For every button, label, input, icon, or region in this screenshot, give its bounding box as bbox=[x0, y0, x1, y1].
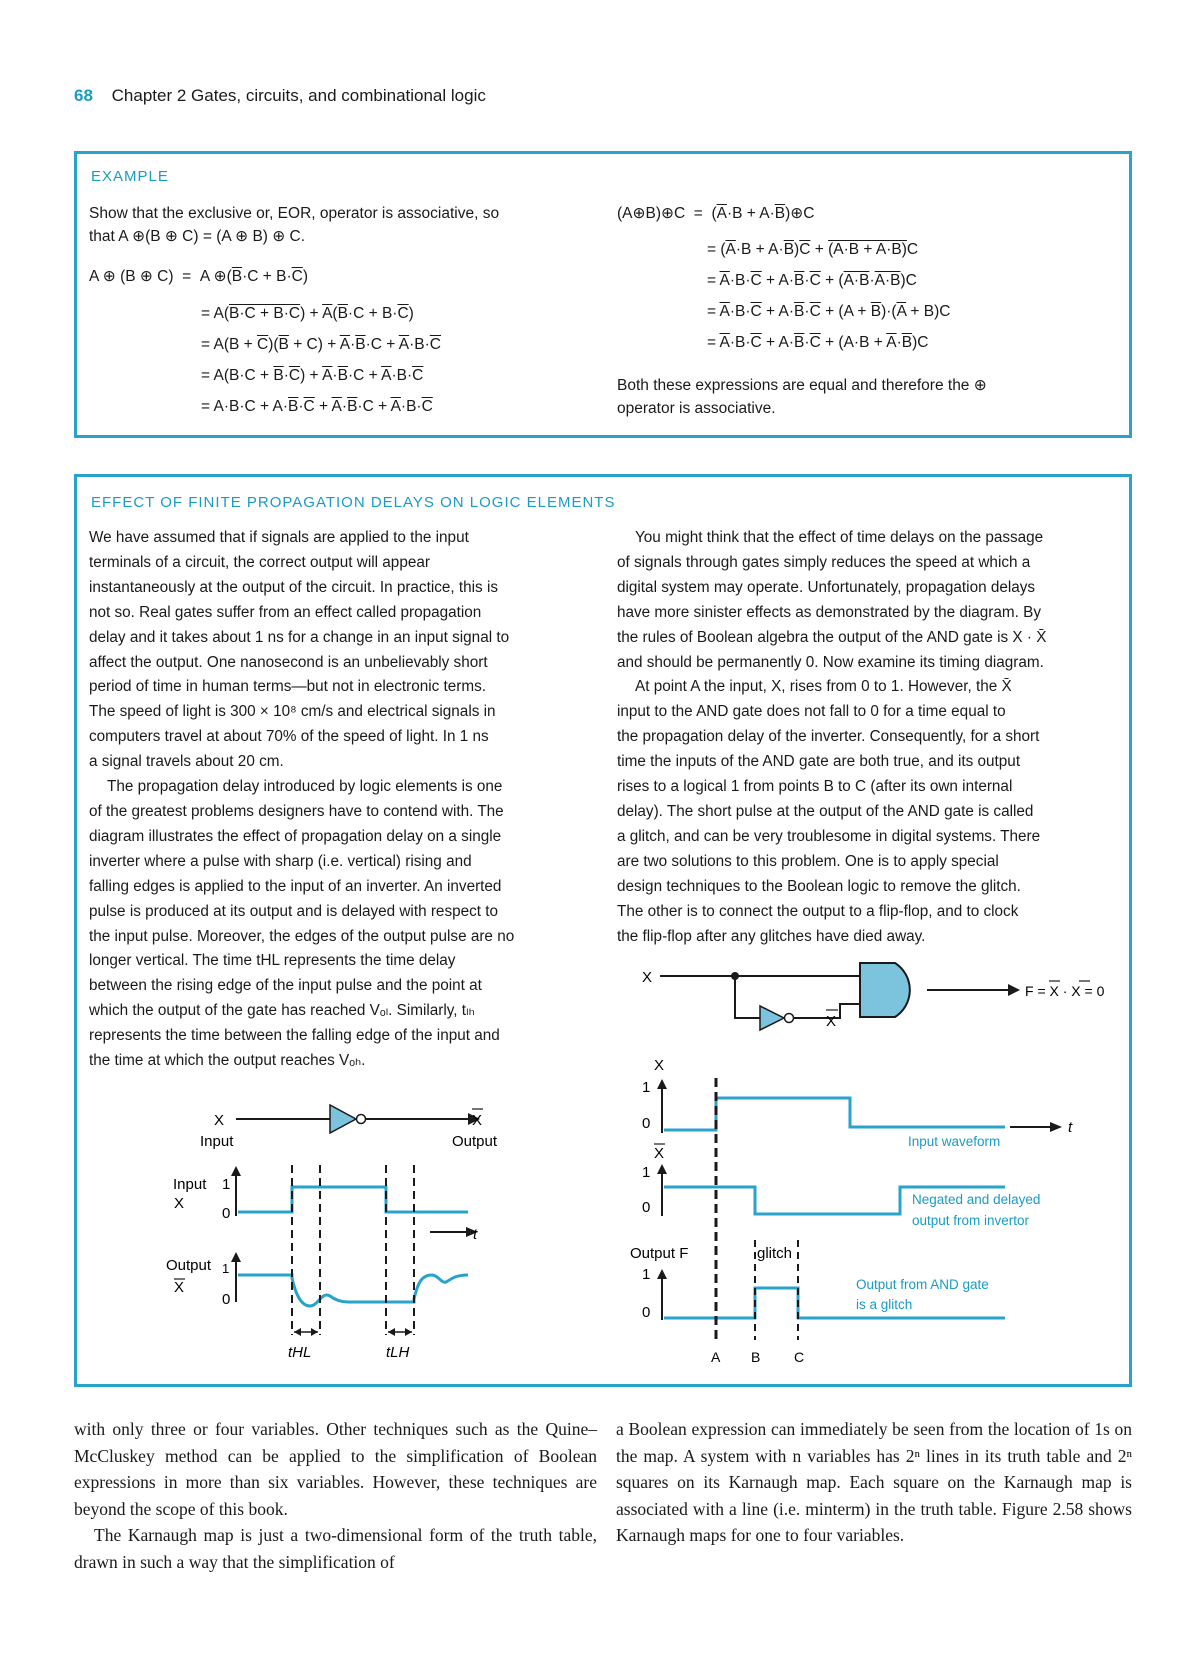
text-line: The propagation delay introduced by logic elements is one bbox=[107, 778, 503, 796]
text-line: not so. Real gates suffer from an effect called propagation bbox=[89, 603, 482, 621]
equation: = $\overline{A}\cdot B\cdot\overline{C} + A\cdot\overline{B}\cdot\overline{C} + (A + \overline{B})\cdot(\overline{A} + B)C$ bbox=[707, 303, 951, 320]
text-line: between the rising edge of the input pulse and the point at bbox=[89, 977, 482, 995]
text-line: At point A the input, X, rises from 0 to 1. However, the X̄ bbox=[635, 678, 1012, 696]
tick-label: 0 bbox=[222, 1291, 231, 1308]
text-line: delay). The short pulse at the output of the AND gate is called bbox=[617, 802, 1034, 820]
text-line: a glitch, and can be very troublesome in digital systems. There bbox=[617, 827, 1041, 845]
text-line: computers travel at about 70% of the speed of light. In 1 ns bbox=[89, 728, 489, 746]
trace-label: X bbox=[654, 1057, 665, 1074]
text-line: have more sinister effects as demonstrated by the diagram. By bbox=[617, 603, 1041, 621]
text-line: The speed of light is 300 × 10⁸ cm/s and electrical signals in bbox=[89, 703, 496, 721]
glitch-trace-output bbox=[630, 1245, 1005, 1321]
input-waveform-label: Input waveform bbox=[908, 1134, 1001, 1149]
text-line: design techniques to the Boolean logic to remove the glitch. bbox=[617, 877, 1021, 895]
equation: A ⊕ (B ⊕ C) = A $\oplus(\overline{B}\cdot C + B\cdot\overline{C})$ bbox=[89, 268, 309, 285]
body-paragraph: a Boolean expression can immediately be seen from the location of 1s on the map. A system with n variables has 2ⁿ lines in its truth table and 2ⁿ squares on its Karnaugh map. Each square on the Karnaugh map is associated with a line (i.e. minterm) in the truth table. Figure 2.58 shows Karnaugh maps for one to four variables. bbox=[616, 1419, 1132, 1545]
wire bbox=[735, 976, 760, 1018]
trace-label: Input bbox=[173, 1176, 207, 1193]
equation: = $\overline{A}\cdot B\cdot\overline{C} + A\cdot\overline{B}\cdot\overline{C} + (A\cdot B\cdot A\cdot B)C$ bbox=[707, 272, 917, 289]
text-line: which the output of the gate has reached Vₒₗ. Similarly, tₗₕ bbox=[89, 1002, 475, 1020]
propagation-title: EFFECT OF FINITE PROPAGATION DELAYS ON LOGIC ELEMENTS bbox=[91, 494, 616, 511]
text-line: The other is to connect the output to a flip-flop, and to clock bbox=[617, 902, 1019, 920]
arrow-head bbox=[657, 1164, 667, 1174]
page-number: 68 bbox=[74, 86, 93, 105]
body-paragraph: The Karnaugh map is just a two-dimensional form of the truth table, drawn in such a way that the simplification of bbox=[74, 1525, 597, 1572]
text-line: input to the AND gate does not fall to 0 for a time equal to bbox=[617, 703, 1006, 721]
body-left-column bbox=[74, 1416, 597, 1575]
text-line: of the greatest problems designers have to contend with. The bbox=[89, 802, 504, 820]
text-line: digital system may operate. Unfortunately, propagation delays bbox=[617, 578, 1036, 596]
tick-label: 1 bbox=[642, 1079, 651, 1096]
tick-label: 0 bbox=[642, 1199, 651, 1216]
text-line: the flip-flop after any glitches have died away. bbox=[617, 927, 926, 945]
equation: = $A\cdot B\cdot C + A\cdot\overline{B}\cdot\overline{C} + \overline{A}\cdot\overline{B}\cdot C + \overline{A}\cdot B\cdot\overline{C}$ bbox=[201, 398, 433, 415]
inverter-bubble bbox=[785, 1014, 794, 1023]
and-output-label-2: is a glitch bbox=[856, 1297, 913, 1312]
chapter-title: Chapter 2 Gates, circuits, and combinational logic bbox=[111, 86, 486, 105]
text-line: the input pulse. Moreover, the edges of the output pulse are no bbox=[89, 927, 515, 945]
and-output-label-1: Output from AND gate bbox=[856, 1277, 989, 1292]
time-label: t bbox=[473, 1226, 478, 1243]
point-b-label: B bbox=[751, 1349, 761, 1365]
example-intro-1: Show that the exclusive or, EOR, operator is associative, so bbox=[89, 205, 500, 222]
trace-label: Output F bbox=[630, 1245, 689, 1262]
body-paragraph: with only three or four variables. Other techniques such as the Quine–McCluskey method can be applied to the simplification of Boolean expressions in more than six variables. However, these techniques are beyond the scope of this book. bbox=[74, 1419, 597, 1519]
text-line: the time at which the output reaches Vₒₕ. bbox=[89, 1052, 366, 1070]
equation: = $\overline{A}\cdot B\cdot\overline{C} + A\cdot\overline{B}\cdot\overline{C} + (A\cdot B + \overline{A}\cdot\overline{B})C$ bbox=[707, 334, 929, 351]
negated-label-2: output from invertor bbox=[912, 1213, 1030, 1228]
text-line: longer vertical. The time tHL represents the time delay bbox=[89, 952, 456, 970]
arrow-head bbox=[1050, 1122, 1062, 1132]
equation: = $A(B + \overline{C})(\overline{B} + C) + \overline{A}\cdot\overline{B}\cdot C + \overline{A}\cdot B\cdot\overline{C}$ bbox=[201, 336, 441, 353]
text-line: We have assumed that if signals are applied to the input bbox=[89, 529, 469, 546]
point-c-label: C bbox=[794, 1349, 805, 1365]
and-gate-circuit bbox=[642, 963, 1105, 1030]
trace-label: Output bbox=[166, 1257, 212, 1274]
text-line: diagram illustrates the effect of propagation delay on a single bbox=[89, 827, 502, 845]
text-line: a signal travels about 20 cm. bbox=[89, 753, 284, 771]
text-line: pulse is produced at its output and is delayed with respect to bbox=[89, 902, 499, 920]
equation: = $A(B\cdot C + B\cdot C) + \overline{A}(\overline{B}\cdot C + B\cdot\overline{C})$ bbox=[201, 305, 414, 322]
text-line: the propagation delay of the inverter. Consequently, for a short bbox=[617, 728, 1040, 746]
trace-var: X bbox=[174, 1279, 185, 1296]
thl-label: tHL bbox=[288, 1344, 312, 1361]
text-line: inverter where a pulse with sharp (i.e. vertical) rising and bbox=[89, 852, 472, 870]
text-line: are two solutions to this problem. One is to apply special bbox=[617, 852, 999, 870]
arrow-head bbox=[1008, 984, 1020, 996]
inverter-input-caption: Input bbox=[200, 1133, 234, 1150]
text-line: period of time in human terms—but not in electronic terms. bbox=[89, 678, 487, 696]
equation: (A⊕B)⊕C = ($\overline{A}\cdot B$ + $A\cdot\overline{B})\oplus C$ bbox=[617, 205, 815, 222]
time-label: t bbox=[1068, 1119, 1073, 1136]
text-line: and should be permanently 0. Now examine its timing diagram. bbox=[617, 653, 1044, 671]
circuit-xbar-label: X bbox=[826, 1013, 837, 1030]
inverter-input-label: X bbox=[214, 1112, 225, 1129]
arrow-head bbox=[657, 1269, 667, 1279]
glitch-timing-markers bbox=[711, 1078, 804, 1365]
equation: = $(\overline{A}\cdot B + A\cdot\overline{B})\overline{C} + (A\cdot B + A\cdot B)C$ bbox=[707, 241, 919, 258]
circuit-input-label: X bbox=[642, 969, 653, 986]
tick-label: 1 bbox=[642, 1164, 651, 1181]
trace-label: X bbox=[654, 1145, 665, 1162]
body-right-column bbox=[616, 1416, 1132, 1549]
tick-label: 1 bbox=[222, 1261, 230, 1276]
text-line: You might think that the effect of time delays on the passage bbox=[635, 529, 1044, 546]
output-equation: F = X · X = 0 bbox=[1025, 983, 1105, 999]
equation: = $A(B\cdot C + \overline{B}\cdot\overline{C}) + \overline{A}\cdot\overline{B}\cdot C + \overline{A}\cdot B\cdot\overline{C}$ bbox=[201, 367, 424, 384]
point-a-label: A bbox=[711, 1349, 721, 1365]
and-gate bbox=[860, 963, 910, 1017]
glitch-label: glitch bbox=[757, 1245, 793, 1262]
tick-label: 0 bbox=[222, 1205, 231, 1222]
glitch-trace-x bbox=[642, 1057, 1073, 1149]
text-line: of signals through gates simply reduces the speed at which a bbox=[617, 553, 1031, 571]
trace-var: X bbox=[174, 1195, 185, 1212]
tick-label: 1 bbox=[222, 1176, 231, 1193]
text-line: delay and it takes about 1 ns for a change in an input signal to bbox=[89, 628, 510, 646]
tick-label: 1 bbox=[642, 1266, 651, 1283]
example-intro-2: that A ⊕(B ⊕ C) = (A ⊕ B) ⊕ C. bbox=[89, 228, 306, 245]
text-line: time the inputs of the AND gate are both true, and its output bbox=[617, 753, 1021, 771]
inverter-gate bbox=[760, 1006, 784, 1030]
text-line: rises to a logical 1 from points B to C (after its own internal bbox=[617, 778, 1013, 796]
glitch-trace-xbar bbox=[642, 1144, 1040, 1228]
text-line: instantaneously at the output of the circuit. In practice, this is bbox=[89, 578, 498, 596]
negated-label-1: Negated and delayed bbox=[912, 1192, 1041, 1207]
text-line: the rules of Boolean algebra the output of the AND gate is X · X̄ bbox=[617, 628, 1047, 646]
inverter-output-caption: Output bbox=[452, 1133, 498, 1150]
example-conclusion-2: operator is associative. bbox=[617, 400, 776, 417]
example-conclusion-1: Both these expressions are equal and therefore the ⊕ bbox=[617, 377, 987, 394]
text-line: falling edges is applied to the input of an inverter. An inverted bbox=[89, 877, 502, 895]
example-title: EXAMPLE bbox=[91, 168, 169, 185]
text-line: represents the time between the falling edge of the input and bbox=[89, 1027, 500, 1045]
tlh-label: tLH bbox=[386, 1344, 410, 1361]
tick-label: 0 bbox=[642, 1304, 651, 1321]
text-line: affect the output. One nanosecond is an unbelievably short bbox=[89, 653, 488, 671]
text-line: terminals of a circuit, the correct output will appear bbox=[89, 553, 430, 571]
tick-label: 0 bbox=[642, 1115, 651, 1132]
arrow-head bbox=[657, 1079, 667, 1089]
inverter-output-label: X bbox=[472, 1112, 483, 1129]
